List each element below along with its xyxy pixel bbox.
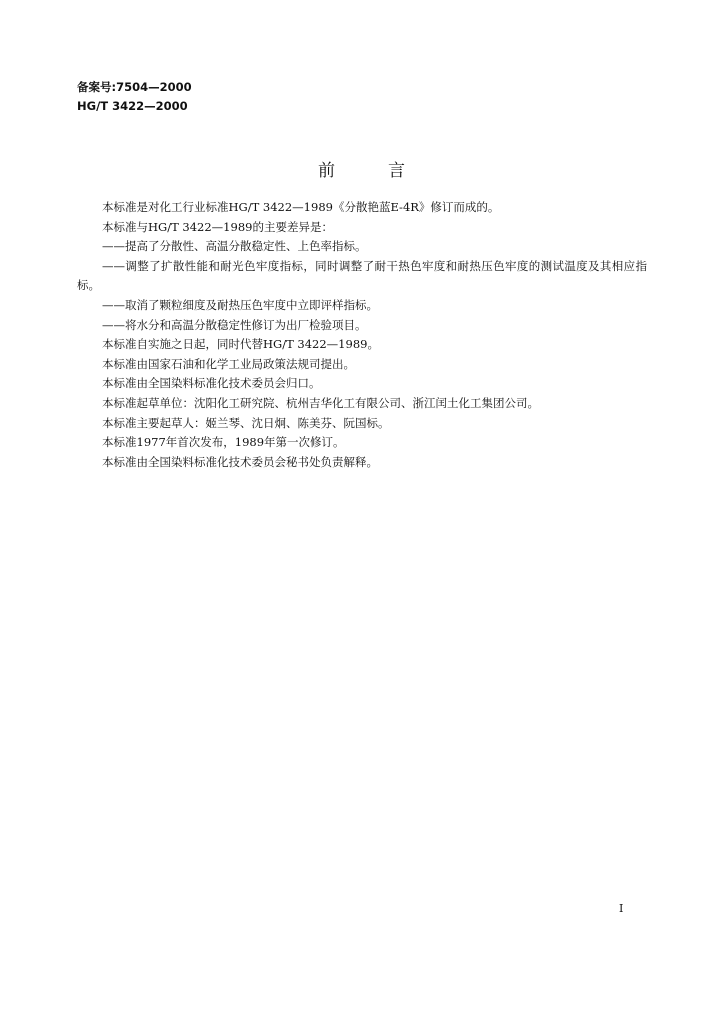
page-title — [0, 156, 724, 181]
paragraph: 本标准与HG/T 3422—1989的主要差异是： — [102, 219, 333, 234]
paragraph: ——取消了颗粒细度及耐热压色牢度中立即评样指标。 — [102, 297, 378, 312]
document-header — [77, 78, 192, 116]
standard-code: HG/T 3422—2000 — [77, 99, 188, 113]
paragraph: 本标准由全国染料标准化技术委员会秘书处负责解释。 — [102, 454, 378, 469]
paragraph: 本标准由全国染料标准化技术委员会归口。 — [102, 376, 321, 391]
foreword-body — [77, 198, 647, 472]
record-number: 备案号:7504—2000 — [77, 80, 192, 94]
paragraph: 本标准自实施之日起，同时代替HG/T 3422—1989。 — [102, 337, 379, 352]
title-char-1: 前 — [318, 161, 336, 181]
title-char-2: 言 — [388, 161, 406, 181]
paragraph: ——调整了扩散性能和耐光色牢度指标，同时调整了耐干热色牢度和耐热压色牢度的测试温度及其相应指标。 — [77, 258, 647, 293]
paragraph: ——将水分和高温分散稳定性修订为出厂检验项目。 — [102, 317, 367, 332]
paragraph: 本标准是对化工行业标准HG/T 3422—1989《分散艳蓝E-4R》修订而成的。 — [102, 200, 500, 214]
paragraph: 本标准主要起草人：姬兰琴、沈日炯、陈美芬、阮国标。 — [102, 415, 390, 430]
page-number: I — [619, 902, 624, 915]
paragraph: ——提高了分散性、高温分散稳定性、上色率指标。 — [102, 239, 367, 254]
paragraph: 本标准起草单位：沈阳化工研究院、杭州吉华化工有限公司、浙江闰土化工集团公司。 — [102, 395, 539, 410]
paragraph: 本标准由国家石油和化学工业局政策法规司提出。 — [102, 356, 355, 371]
paragraph: 本标准1977年首次发布，1989年第一次修订。 — [102, 435, 345, 450]
